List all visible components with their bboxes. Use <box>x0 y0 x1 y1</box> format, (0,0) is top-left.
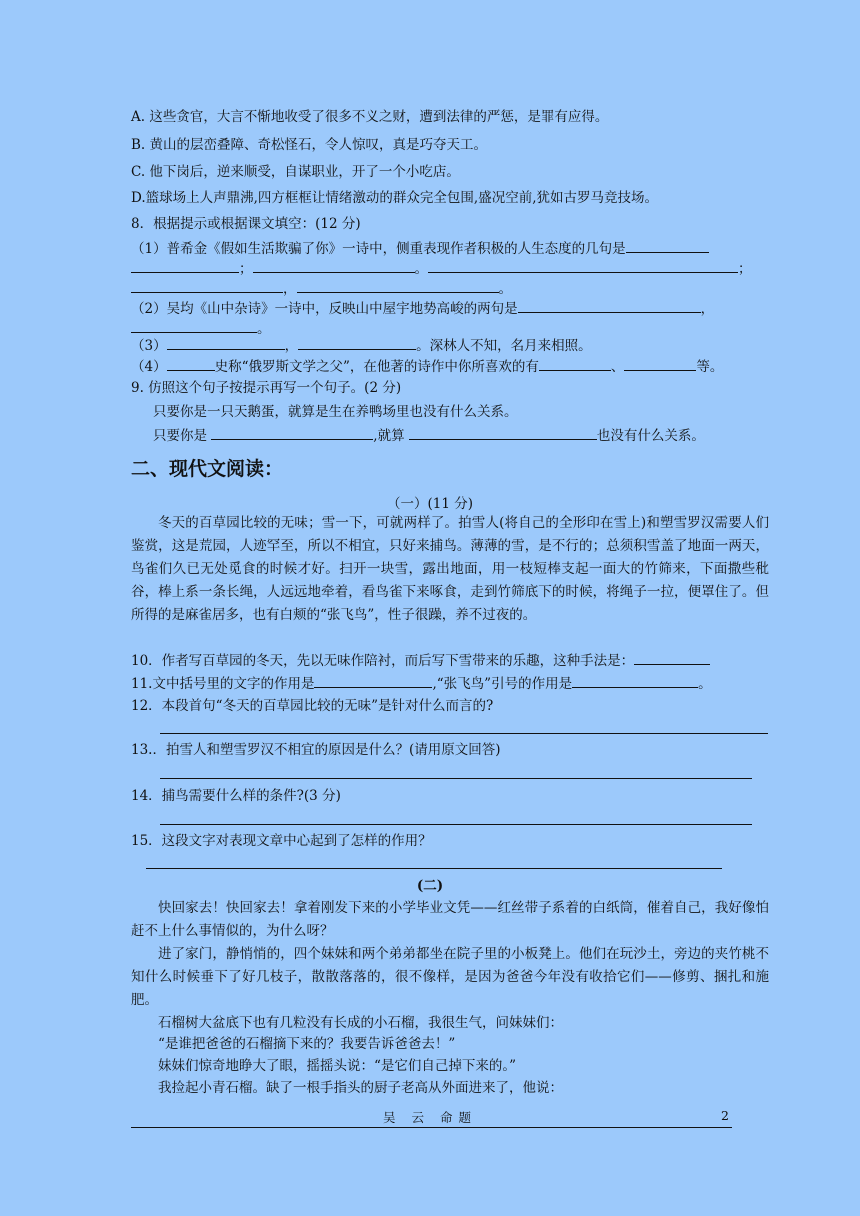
q8-sep: ， <box>700 301 715 317</box>
q8-part1-text: （1）普希金《假如生活欺骗了你》一诗中，侧重表现作者积极的人生态度的几句是 <box>131 241 626 257</box>
q8-sep: ， <box>283 281 297 297</box>
passage2-p5: 妹妹们惊奇地睁大了眼，摇摇头说：“是它们自己掉下来的。” <box>158 1058 517 1074</box>
q8-part4-label: （4） <box>131 359 167 375</box>
q8-blank-1[interactable] <box>626 238 709 253</box>
q9-pattern-a: 只要你是 <box>153 428 207 444</box>
q8-blank-7[interactable] <box>518 298 701 313</box>
q8-part4 <box>131 356 723 377</box>
q13-answer-line[interactable] <box>160 778 752 779</box>
passage2-p4: “是谁把爸爸的石榴摘下来的？我要告诉爸爸去！” <box>158 1036 456 1052</box>
passage2-p3: 石榴树大盆底下也有几粒没有长成的小石榴，我很生气，问妹妹们： <box>158 1015 563 1031</box>
q8-blank-6[interactable] <box>297 278 499 293</box>
q8-part3 <box>131 335 592 356</box>
q8-part1-line2 <box>131 258 752 279</box>
q9-pattern <box>153 425 705 446</box>
q9-blank-1[interactable] <box>211 425 373 440</box>
q9-blank-2[interactable] <box>409 425 597 440</box>
footer-rule <box>131 1127 732 1128</box>
q8-blank-13[interactable] <box>624 356 696 371</box>
part2-heading: (二) <box>416 878 444 894</box>
passage2-p2: 进了家门，静悄悄的，四个妹妹和两个弟弟都坐在院子里的小板凳上。他们在玩沙土，旁边的夹竹桃不知什么时候垂下了好几枝子，散散落落的，很不像样，是因为爸爸今年没有收拾它们——修剪、捆扎和施肥。 <box>131 946 769 1008</box>
q8-part2-text: （2）吴均《山中杂诗》一诗中，反映山中屋宇地势高峻的两句是 <box>131 301 518 317</box>
q8-part4-end: 等。 <box>696 359 724 375</box>
passage2-p1: 快回家去！快回家去！拿着刚发下来的小学毕业文凭——红丝带子系着的白纸筒，催着自己，我好像怕赶不上什么事情似的，为什么呀？ <box>131 900 769 939</box>
q8-blank-11[interactable] <box>167 356 215 371</box>
q11-blank-2[interactable] <box>572 673 698 688</box>
q15: 15．这段文字对表现文章中心起到了怎样的作用？ <box>131 833 432 849</box>
q9-example: 只要你是一只天鹅蛋，就算是生在养鸭场里也没有什么关系。 <box>153 404 518 420</box>
q11-blank-1[interactable] <box>314 673 432 688</box>
q10-blank[interactable] <box>634 650 710 665</box>
footer-author: 吴 云 命题 <box>383 1110 477 1125</box>
q11 <box>131 673 712 694</box>
q9-title: 9. 仿照这个句子按提示再写一个句子。(2 分) <box>131 380 402 396</box>
q10 <box>131 650 710 671</box>
choice-d: D.篮球场上人声鼎沸,四方框框让情绪激动的群众完全包围,盛况空前,犹如古罗马竞技场。 <box>131 190 659 206</box>
choice-a: A. 这些贪官，大言不惭地收受了很多不义之财，遭到法律的严惩，是罪有应得。 <box>131 109 609 125</box>
q8-sep: ； <box>738 261 752 277</box>
q12: 12．本段首句“冬天的百草园比较的无味”是针对什么而言的? <box>131 698 494 714</box>
choice-c: C. 他下岗后，逆来顺受，自谋职业，开了一个小吃店。 <box>131 164 460 180</box>
q12-answer-line[interactable] <box>160 733 768 734</box>
part1-heading: （一）(11 分) <box>386 496 473 512</box>
q8-sep: 。 <box>498 281 512 297</box>
q8-sep: ， <box>284 338 299 354</box>
q8-blank-8[interactable] <box>131 318 257 333</box>
passage2-p6: 我捡起小青石榴。缺了一根手指头的厨子老高从外面进来了，他说： <box>158 1080 563 1096</box>
q8-blank-3[interactable] <box>253 258 415 273</box>
q13: 13.．拍雪人和塑雪罗汉不相宜的原因是什么？(请用原文回答) <box>131 742 501 758</box>
q15-answer-line[interactable] <box>146 868 722 869</box>
q8-part3-label: （3） <box>131 338 167 354</box>
q11-text-b: ,“张飞鸟”引号的作用是 <box>432 676 573 692</box>
q9-pattern-b: ,就算 <box>373 428 405 444</box>
q8-part2 <box>131 298 714 319</box>
q8-sep: 。 <box>257 321 271 337</box>
q8-part4-text: 史称“俄罗斯文学之父”，在他著的诗作中你所喜欢的有 <box>214 359 539 375</box>
q8-blank-5[interactable] <box>131 278 283 293</box>
q8-title: 8．根据提示或根据课文填空：(12 分) <box>131 216 361 232</box>
q11-text-c: 。 <box>698 676 712 692</box>
q8-sep: 。 <box>414 261 428 277</box>
q8-part3-text: 。深林人不知，名月来相照。 <box>416 338 592 354</box>
q8-blank-4[interactable] <box>428 258 738 273</box>
q8-part1 <box>131 238 709 259</box>
choice-b: B. 黄山的层峦叠障、奇松怪石，令人惊叹，真是巧夺天工。 <box>131 137 488 153</box>
q8-blank-12[interactable] <box>539 356 611 371</box>
q14-answer-line[interactable] <box>160 824 752 825</box>
q11-text-a: 11.文中括号里的文字的作用是 <box>131 676 315 692</box>
q8-blank-10[interactable] <box>298 335 416 350</box>
section-title: 二、现代文阅读： <box>131 458 284 480</box>
q9-pattern-c: 也没有什么关系。 <box>596 428 705 444</box>
q14: 14．捕鸟需要什么样的条件?(3 分) <box>131 788 341 804</box>
q8-part1-line3 <box>131 278 512 299</box>
q8-blank-9[interactable] <box>167 335 285 350</box>
q8-blank-2[interactable] <box>131 258 239 273</box>
passage-1: 冬天的百草园比较的无味；雪一下，可就两样了。拍雪人(将自己的全形印在雪上)和塑雪罗汉需要人们鉴赏，这是荒园，人迹罕至，所以不相宜，只好来捕鸟。薄薄的雪，是不行的；总须积雪盖了地面一两天，鸟雀们久已无处觅食的时候才好。扫开一块雪，露出地面，用一枝短棒支起一面大的竹筛来，下面撒些秕谷，棒上系一条长绳，人远远地牵着，看鸟雀下来啄食，走到竹筛底下的时候，将绳子一拉，便罩住了。但所得的是麻雀居多，也有白颊的“张飞鸟”，性子很躁，养不过夜的。 <box>131 515 769 623</box>
page-number: 2 <box>721 1108 729 1123</box>
q8-sep: 、 <box>610 359 625 375</box>
q8-sep: ； <box>239 261 253 277</box>
q10-text: 10．作者写百草园的冬天，先以无味作陪衬，而后写下雪带来的乐趣，这种手法是： <box>131 653 635 669</box>
